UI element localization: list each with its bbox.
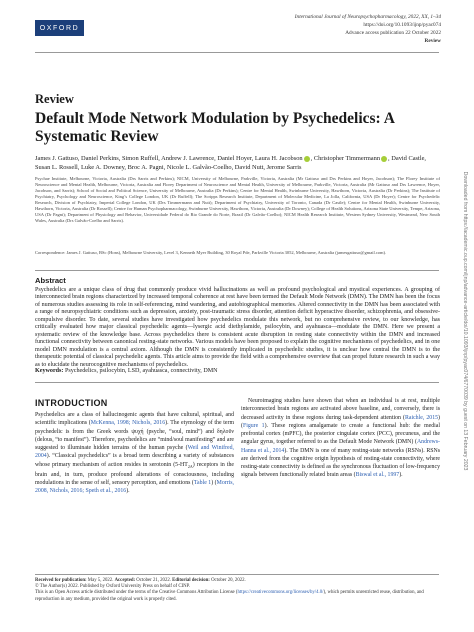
citation-link[interactable]: McKenna, 1998; Nichols, 2016 bbox=[90, 420, 166, 427]
figure-link[interactable]: Figure 1 bbox=[242, 422, 265, 429]
authors-part-3: , David Castle, Susan L. Rossell, Luke A. Downey, Broc A. Pagni, Nicole L. Galvão-Coelho, David Nutt, Jerome Sarris bbox=[35, 155, 427, 171]
introduction-heading: INTRODUCTION bbox=[35, 398, 108, 408]
intro-text: ) receptors in the brain and, in turn, produce profound alterations of consciousness, including modulations in the sense of self, sensory perception, and emotions ( bbox=[35, 461, 234, 487]
download-stamp-text: Downloaded from https://academic.oup.com/ijnp/advance-article/doi/10.1093/ijnp/pyac074/6770039 by guest on 13 February 2023 bbox=[462, 171, 468, 471]
license-line bbox=[35, 590, 440, 602]
orcid-icon[interactable] bbox=[304, 156, 310, 162]
intro-text: ). These regions amalgamate to create a functional hub: the medial prefrontal cortex (mPFC), the posterior cingulate cortex (PCC), precuneus, and the angular gyrus, together referred to as the Default Mode Network (DMN) ( bbox=[241, 422, 440, 446]
citation-link[interactable]: Andrews-Hanna et al., 2014 bbox=[241, 439, 440, 454]
doi-link[interactable]: https://doi.org/10.1093/ijnp/pyac074 bbox=[363, 22, 441, 28]
authors-part-2: , Christopher Timmermann bbox=[310, 155, 381, 162]
citation-link[interactable]: Raichle, 2015 bbox=[404, 414, 439, 421]
keywords bbox=[35, 368, 218, 374]
intro-text: ). bbox=[399, 472, 403, 479]
author-list bbox=[35, 155, 440, 172]
citation-link[interactable]: Weil and Winifred, 2004 bbox=[35, 445, 234, 460]
article-title: Default Mode Network Modulation by Psychedelics: A Systematic Review bbox=[35, 110, 395, 145]
authors-part-1: James J. Gattuso, Daniel Perkins, Simon Ruffell, Andrew J. Lawrence, Daniel Hoyer, Laura H. Jacobson bbox=[35, 155, 303, 162]
table-link[interactable]: Table 1 bbox=[193, 480, 212, 487]
license-text: ), which permits unrestricted reuse, distribution, and reproduction in any medium, provided the original work is properly cited. bbox=[35, 590, 424, 602]
accepted-date: October 21, 2022. bbox=[135, 578, 173, 583]
oxford-logo bbox=[35, 20, 84, 36]
intro-left-column bbox=[35, 411, 234, 496]
intro-text: ). The DMN is one of many resting-state networks (RSNs). RSNs are derived from the cognitive origin hypothesis of resting-state connectivity, where resting-state connectivity is defined as the synchronous fluctuation of low-frequency signals between functionally related brain areas ( bbox=[241, 447, 440, 479]
accepted-label: Accepted: bbox=[114, 578, 136, 583]
citation-link[interactable]: Morris, 2008, Nichols, 2016; Speth et al., 2016 bbox=[35, 480, 234, 495]
intro-text: ). “Classical psychedelics” is a broad term describing a variety of substances whose primary mechanism of action resides in serotonin (5-HT bbox=[35, 453, 234, 468]
abstract-rule bbox=[35, 270, 439, 271]
license-link[interactable]: https://creativecommons.org/licenses/by/4.0/ bbox=[237, 590, 324, 596]
subscript-2a: 2A bbox=[187, 463, 193, 469]
license-text: This is an Open Access article distributed under the terms of the Creative Commons Attribution License ( bbox=[35, 590, 238, 596]
intro-text: Psychedelics are a class of hallucinogenic agents that have cultural, spiritual, and scientific implications ( bbox=[35, 412, 234, 427]
intro-text: ) ( bbox=[241, 414, 440, 429]
citation-link[interactable]: Biswal et al., 1997 bbox=[355, 472, 400, 479]
logo-text: OXFORD bbox=[39, 24, 80, 32]
advance-access-date: Advance access publication 22 October 2022 bbox=[345, 30, 441, 36]
publication-footer bbox=[35, 578, 440, 603]
keywords-list: Psychedelics, psilocybin, LSD, ayahuasca, connectivity, DMN bbox=[63, 368, 218, 374]
keywords-label: Keywords: bbox=[35, 368, 64, 374]
journal-citation: International Journal of Neuropsychopharmacology, 2022, XX, 1–34 bbox=[294, 14, 441, 20]
decision-label: Editorial decision: bbox=[172, 578, 210, 583]
intro-text: ) ( bbox=[211, 480, 217, 487]
received-date: May 5, 2022. bbox=[86, 578, 115, 583]
intro-right-column bbox=[241, 397, 440, 480]
correspondence: Correspondence: James J. Gattuso, BSc (Hons), Melbourne University, Level 3, Kenneth Myer Building, 30 Royal Pde, Parkville Victoria 3052, Melbourne, Australia (jamesgattuso@gmail.com). bbox=[35, 250, 387, 255]
intro-text: ). bbox=[126, 488, 130, 495]
decision-date: October 20, 2022. bbox=[209, 578, 246, 583]
intro-text: Neuroimaging studies have shown that when an individual is at rest, multiple interconnected brain regions are activated above baseline, and, conversely, there is decreased activity in these regions during task-dependent attention ( bbox=[241, 398, 440, 421]
affiliations: Psychae Institute, Melbourne, Victoria, Australia (Drs Sarris and Perkins); NICM, University of Melbourne, Parkville, Victoria, Australia (Mr Gattuso and Drs Perkins and Hoyer, Jacobson); The Florey Institute of Neuroscience and Mental Health, Melbourne, Victoria, Australia and Florey Department of Neuroscience and Mental Health, University of Melbourne, Parkville, Victoria, Australia (Mr Gattuso and Drs Lawrence, Hoyer, Jacobson, and Sarris); School of Social and Political Science, University of Melbourne, Australia (Dr Perkins); Centre for Mental Health, Swinburne University, Hawthorn, Victoria, Australia (Dr Perkins); The Institute of Psychiatry, Psychology and Neuroscience, King’s College London, UK (Dr Ruffell); The Scripps Research Institute, Department of Molecular Medicine, La Jolla, California, USA (Dr Hoyer); Centre for Psychedelic Research, Division of Psychiatry, Imperial College London, UK (Drs Timmermann and Nutt); Department of Psychiatry, University of Toronto, Canada (Dr Castle); Centre for Mental Health, Swinburne University, Hawthorn, Victoria, Australia (Dr Rossell); Centre for Human Psychopharmacology, Swinburne University, Hawthorn, Victoria, Australia (Dr Downey); College of Health Solutions, Arizona State University, Tempe, Arizona, USA (Dr Pagni); Department of Physiology and Behavior, Universidade Federal do Rio Grande do Norte, Brazil (Dr Galvão-Coelho); NICM Health Research Institute, Western Sydney University, Westmead, New South Wales, Australia (Drs Galvão-Coelho and Sarris). bbox=[35, 176, 440, 223]
download-stamp bbox=[461, 116, 469, 526]
copyright-line: © The Author(s) 2022. Published by Oxford University Press on behalf of CINP. bbox=[35, 584, 190, 590]
received-label: Received for publication: bbox=[35, 578, 87, 583]
section-label: Review bbox=[35, 92, 74, 106]
abstract-heading: Abstract bbox=[35, 276, 66, 285]
footer-rule bbox=[35, 574, 439, 575]
article-type: Review bbox=[424, 38, 441, 44]
intro-text: ). The etymology of the term psychedelic is from the Greek words ψυχή (psyche, “soul, mind”) and δηλοῦν (delous, “to manifest”). Therefore, psychedelics are “mind/soul manifesting” and are suggested to illuminate hidden terrains of the human psyche ( bbox=[35, 420, 234, 451]
abstract-end-rule bbox=[35, 382, 439, 383]
abstract-text: Psychedelics are a unique class of drug that commonly produce vivid hallucinations as well as profound psychological and mystical experiences. A grouping of interconnected brain regions characterized by increased temporal coherence at rest have been termed the Default Mode Network (DMN). The DMN has been the focus of numerous studies assessing its role in self-referencing, mind wandering, and autobiographical memories. Altered connectivity in the DMN has been associated with a range of neuropsychiatric conditions such as depression, anxiety, post-traumatic stress disorder, attention deficit hyperactive disorder, schizophrenia, and obsessive-compulsive disorder. To date, several studies have investigated how psychedelics modulate this network, but no comprehensive review, to our knowledge, has critically evaluated how major classical psychedelic agents—lysergic acid diethylamide, psilocybin, and ayahuasca—modulate the DMN. Here we present a systematic review of the knowledge base. Across psychedelics there is consistent acute disruption in resting state connectivity within the DMN and increased functional connectivity between canonical resting-state networks. Various models have been proposed to explain the cognitive mechanisms of psychedelics, and in one model DMN modulation is a central axiom. Although the DMN is consistently implicated in psychedelic studies, it is unclear how central the DMN is to the therapeutic potential of classical psychedelic agents. This article aims to provide the field with a comprehensive overview that can propel future research in such a way as to elucidate the neurocognitive mechanisms of psychedelics. bbox=[35, 287, 440, 368]
orcid-icon[interactable] bbox=[381, 156, 387, 162]
header-rule bbox=[35, 52, 439, 53]
